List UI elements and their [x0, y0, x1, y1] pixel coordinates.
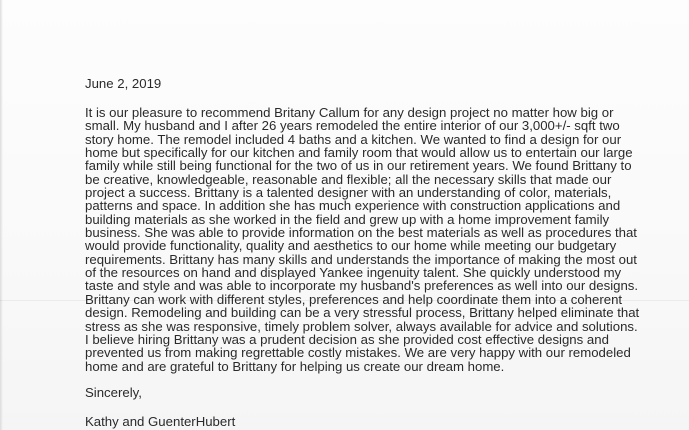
letter-signature: Kathy and GuenterHubert: [85, 414, 236, 429]
letter-closing: Sincerely,: [85, 385, 142, 400]
body-line: small. My husband and I after 26 years remodeled the entire interior of our 3,000+/- sqft two: [85, 118, 620, 134]
body-line: be creative, knowledgeable, reasonable and flexible; all the necessary skills that made our: [85, 171, 612, 187]
body-line: home but specifically for our kitchen and family room that would allow us to entertain our large: [85, 145, 633, 161]
page-edge-shadow: [0, 0, 3, 430]
body-line: building materials as she worked in the field and grew up with a home improvement family: [85, 211, 610, 227]
body-line: Brittany can work with different styles, preferences and help coordinate them into a coherent: [85, 291, 623, 307]
body-line: family while still being functional for the two of us in our retirement years. We found Brittany to: [85, 158, 632, 174]
body-line: of the resources on hand and displayed Yankee ingenuity talent. She quickly understood my: [85, 265, 622, 281]
body-line: I believe hiring Brittany was a prudent decision as she provided cost effective designs and: [85, 331, 609, 347]
body-line: story home. The remodel included 4 baths and a kitchen. We wanted to find a design for our: [85, 131, 622, 147]
body-line: business. She was able to provide information on the best materials as well as procedures that: [85, 225, 637, 241]
body-line: It is our pleasure to recommend Britany Callum for any design project no matter how big or: [85, 105, 614, 120]
letter-date: June 2, 2019: [85, 76, 162, 91]
body-line: would provide functionality, quality and aesthetics to our home while meeting our budgetary: [85, 238, 617, 254]
letter-body: [85, 106, 685, 373]
body-line: patterns and space. In addition she has much experience with construction applications and: [85, 198, 621, 214]
body-line: requirements. Brittany has many skills and understands the importance of making the most out: [85, 251, 637, 267]
body-line: taste and style and was able to incorporate my husband's preferences as well into our designs.: [85, 278, 639, 294]
body-line: stress as she was responsive, timely problem solver, always available for advice and solutions.: [85, 318, 638, 334]
body-line: project a success. Brittany is a talented designer with an understanding of color, materials,: [85, 185, 612, 201]
body-line: prevented us from making regrettable costly mistakes. We are very happy with our remodeled: [85, 345, 631, 361]
body-line: design. Remodeling and building can be a very stressful process, Brittany helped eliminate that: [85, 305, 640, 321]
body-line: home and are grateful to Brittany for helping us create our dream home.: [85, 358, 505, 374]
